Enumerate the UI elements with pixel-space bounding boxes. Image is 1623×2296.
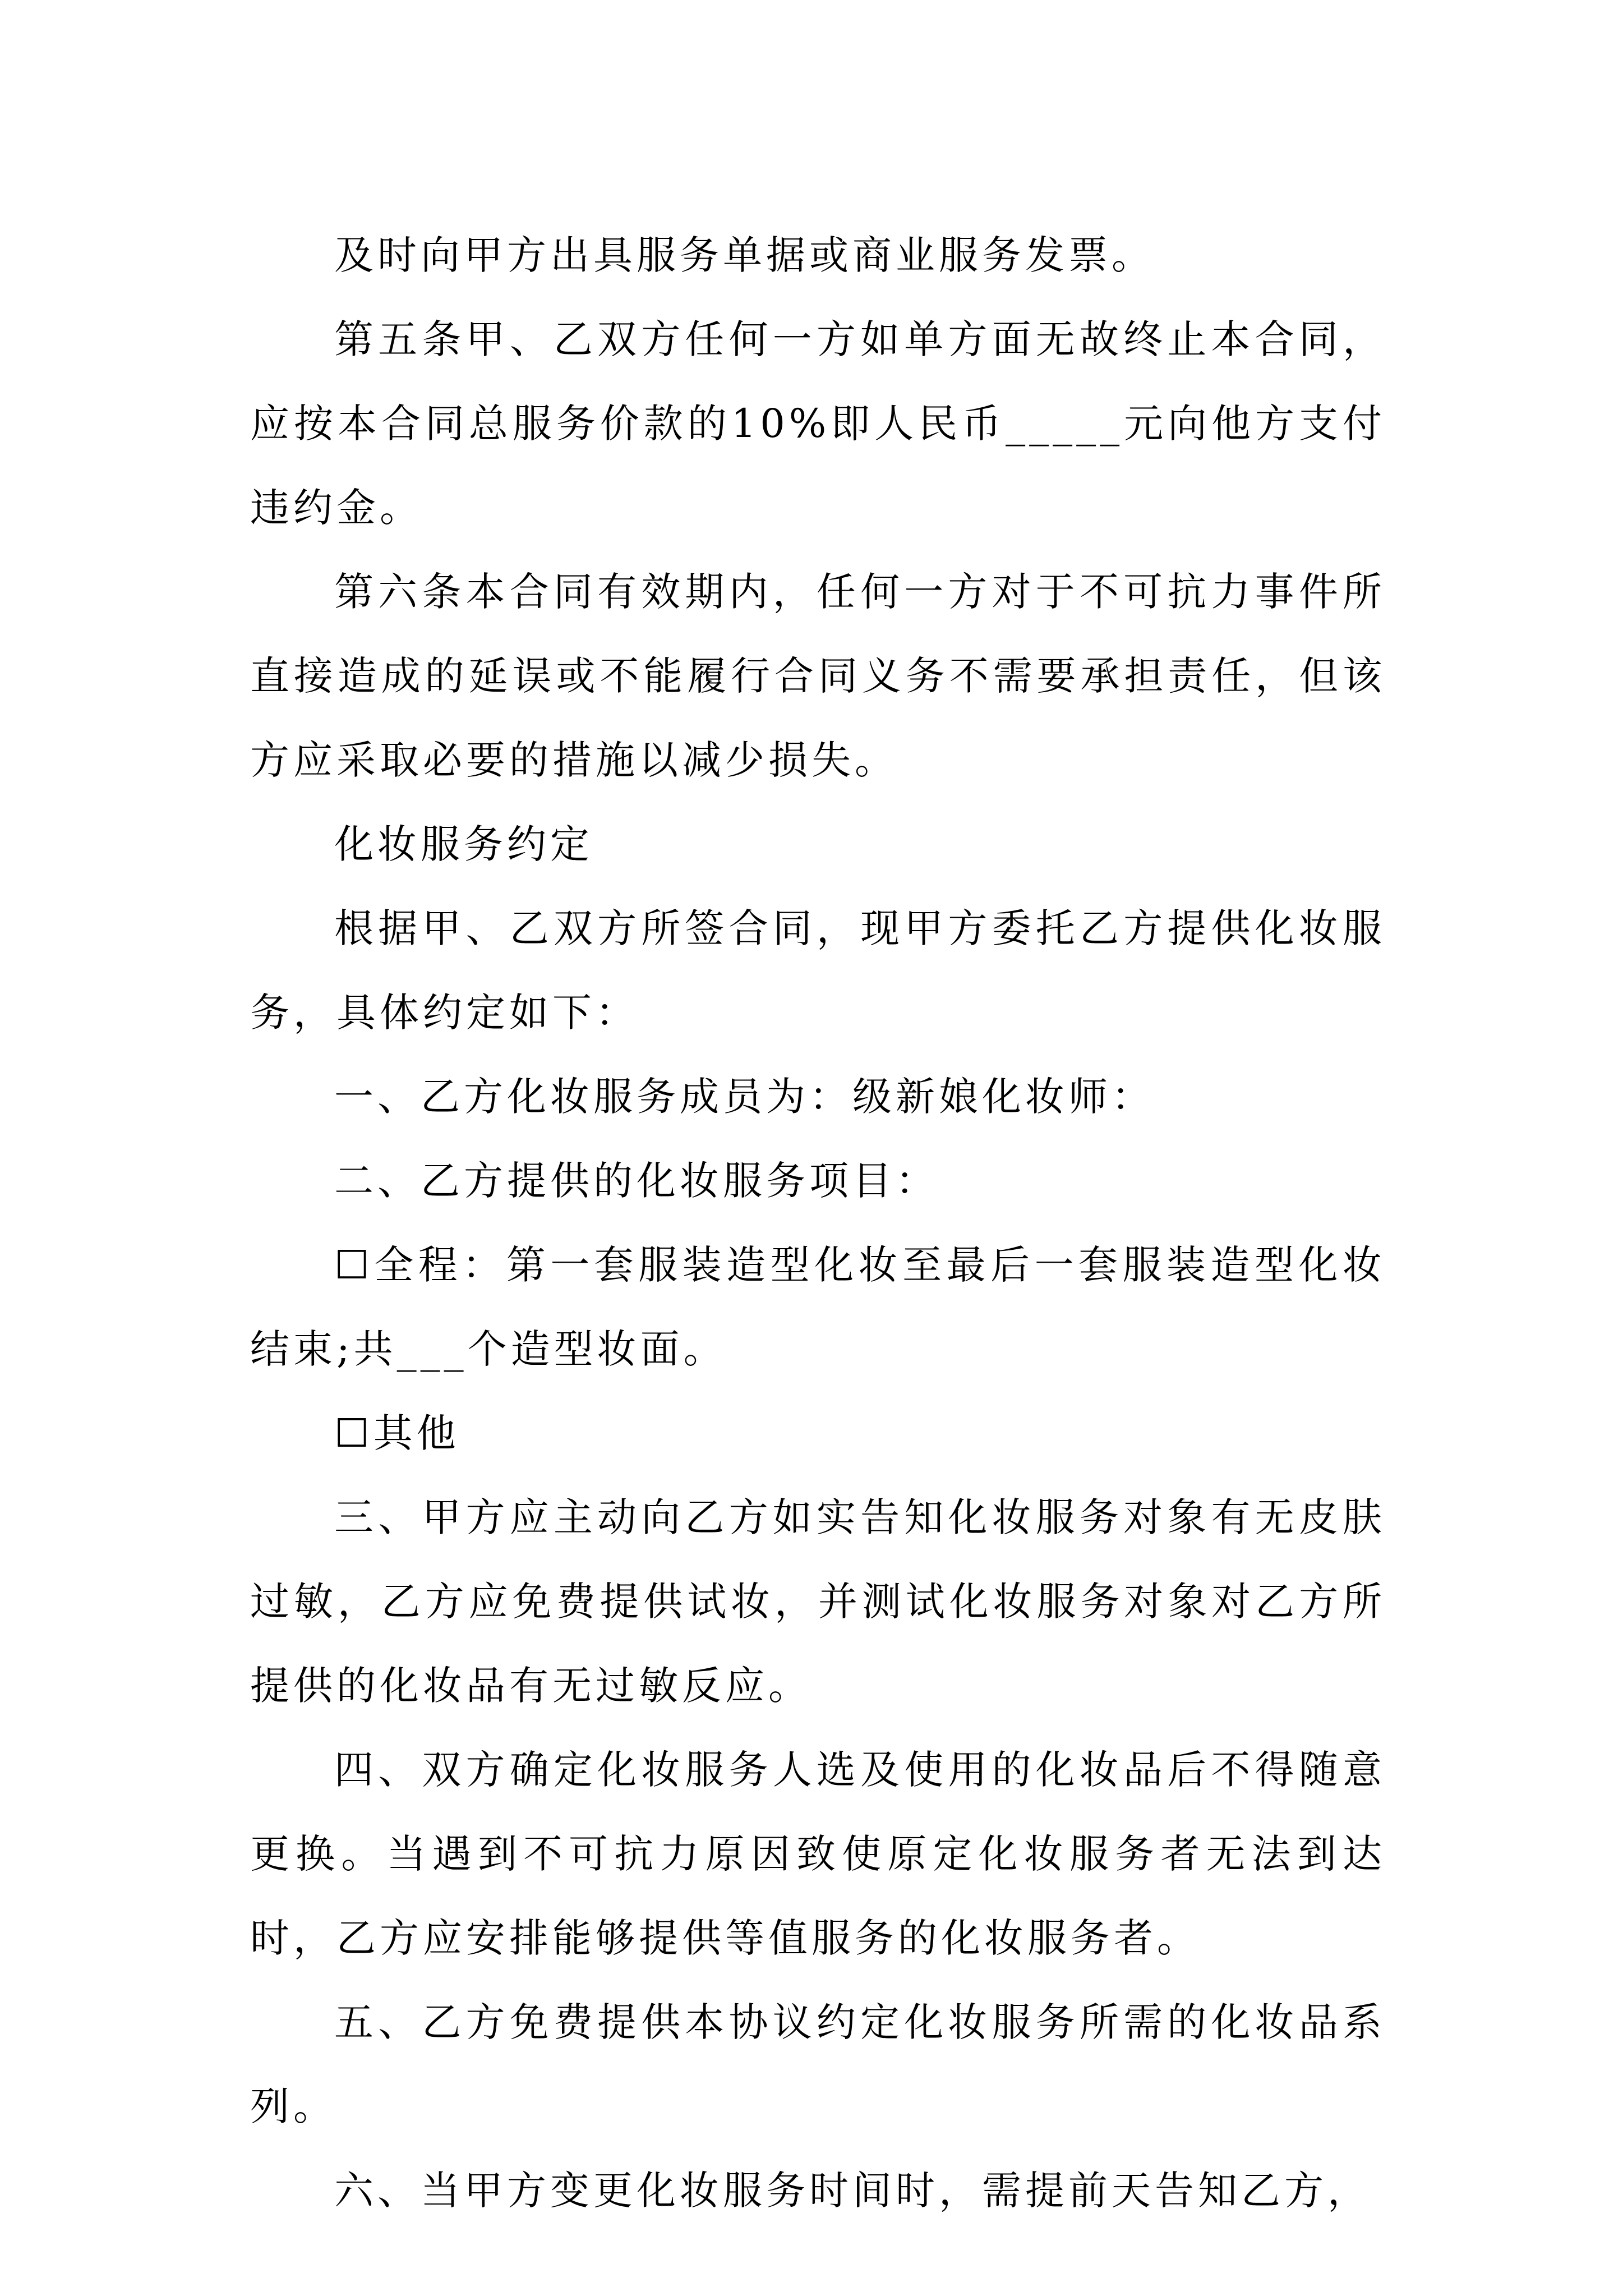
paragraph-article-six: 第六条本合同有效期内，任何一方对于不可抗力事件所直接造成的延误或不能履行合同义务不需要承担责任，但该方应采取必要的措施以减少损失。 [250, 569, 1386, 783]
paragraph-invoice-clause: 及时向甲方出具服务单据或商业服务发票。 [334, 232, 1155, 278]
paragraph-item-three: 三、甲方应主动向乙方如实告知化妆服务对象有无皮肤过敏，乙方应免费提供试妆，并测试化妆服务对象对乙方所提供的化妆品有无过敏反应。 [250, 1494, 1386, 1709]
option-full-process: ☐全程：第一套服装造型化妆至最后一套服装造型化妆结束;共___个造型妆面。 [250, 1242, 1386, 1372]
paragraph-makeup-intro: 根据甲、乙双方所签合同，现甲方委托乙方提供化妆服务，具体约定如下： [250, 905, 1386, 1036]
paragraph-item-four: 四、双方确定化妆服务人选及使用的化妆品后不得随意更换。当遇到不可抗力原因致使原定化妆服务者无法到达时，乙方应安排能够提供等值服务的化妆服务者。 [250, 1747, 1386, 1961]
paragraph-article-five: 第五条甲、乙双方任何一方如单方面无故终止本合同，应按本合同总服务价款的10%即人民币_____元向他方支付违约金。 [250, 316, 1386, 531]
section-heading-makeup-agreement: 化妆服务约定 [334, 821, 593, 867]
paragraph-item-one: 一、乙方化妆服务成员为：级新娘化妆师： [334, 1074, 1155, 1120]
option-other: ☐其他 [334, 1410, 460, 1456]
paragraph-item-five: 五、乙方免费提供本协议约定化妆服务所需的化妆品系列。 [250, 1999, 1386, 2129]
paragraph-item-two: 二、乙方提供的化妆服务项目： [334, 1158, 939, 1204]
document-body [250, 213, 1386, 2233]
paragraph-item-six: 六、当甲方变更化妆服务时间时，需提前天告知乙方， [334, 2168, 1371, 2214]
